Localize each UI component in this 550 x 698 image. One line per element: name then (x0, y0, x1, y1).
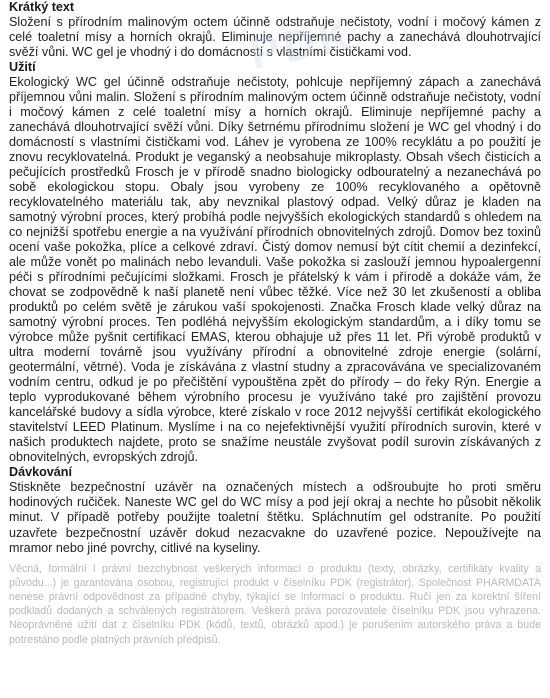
dosage-heading: Dávkování (9, 465, 72, 480)
legal-disclaimer: Věcná, formální i právní bezchybnost veškerých informací o produktu (texty, obrázky, certifikáty kvality a původu...) je garantována osobou, registrující produkt v číselníku PDK (registrátor). Společnost PHARMDATA nenese právní odpovědnost za případné chyby, týkající se informací o produktu. Ručí jen za korektní šíření podkladů dodaných a schválených registrátorem. Veškerá práva porozovatele číselníku PDK jsou vyhrazena. Neoprávněné užití dat z číselníku PDK (kódů, textů, obrázků apod.) je porušením autorského práva a bude potrestáno podle platných právních předpisů. (9, 562, 541, 646)
watermark-logo: PDK (245, 9, 359, 80)
short-text-heading: Krátký text (9, 0, 75, 14)
dosage-body: Stiskněte bezpečnostní uzávěr na označených místech a odšroubujte ho proti směru hodinových ručiček. Naneste WC gel do WC mísy a pod její okraj a nechte ho působit několik minut. V případě potřeby použijte toaletní štětku. Spláchnutím gel odstraníte. Po použití uzavřete bezpečnostní uzávěr dokud nezacvakne do uzavřené pozice. Nepoužívejte na mramor nebo jiné povrchy, citlivé na kyseliny. (9, 480, 541, 555)
usage-body: Ekologický WC gel účinně odstraňuje nečistoty, pohlcuje nepříjemný zápach a zanechává příjemnou vůni malin. Složení s přírodním malinovým octem účinně odstraňuje nečistoty, vodní i močový kámen z celé toaletní mísy a horních okrajů. Eliminuje nepříjemné pachy a zanechává dlouhotrvající svěží vůni. Díky šetrnému přírodnímu složení je WC gel vhodný i do domácností s vlastními čističkami vod. Láhev je vyrobena ze 100% recyklátu a po použití je znovu recyklovatelná. Produkt je veganský a neobsahuje mikroplasty. Obsah všech čisticích a pečujících prostředků Frosch je v přírodě snadno biologicky odbouratelný a nezanechává po sobě ekologickou stopu. Obaly jsou vyrobeny ze 100% recyklovaného a opětovně recyklovatelného materiálu tak, aby nevznikal plastový odpad. Velký důraz je kladen na samotný výrobní proces, který probíhá podle nejvyšších ekologických standardů s ohledem na co nejnižší spotřebu energie a na využívání přírodních obnovitelných zdrojů. Domov bez toxinů ocení vaše pokožka, plíce a celkové zdraví. Čistý domov nemusí být cítit chemií a dezinfekcí, ale může vonět po malinách nebo levanduli. Vaše pokožka si zaslouží jemnou hypoalergenní péči s přírodními pečujícími složkami. Frosch je přátelský k vám i přírodě a dokáže vám, že chovat se zodpovědně k naší planetě není vůbec těžké. Více než 30 let zkušeností a obliba produktů po celém světě je zárukou vaší spokojenosti. Značka Frosch klade velký důraz na samotný výrobní proces. Ten podléhá nejvyšším ekologickým standardům, a i díky tomu se výrobce může pyšnit certifikací EMAS, kterou obhajuje už přes 11 let. Při výrobě produktů v ultra moderní továrně jsou využívány přírodní a obnovitelné zdroje energie (solární, geotermální, větrné). Voda je získávána z vlastní studny a zpracovávána ve specializovaném vodním centru, odkud je po přečištění vypouštěna zpět do přírody – do řeky Rýn. Energie a teplo vyprodukované během výrobního procesu je využíváno také pro zajištění provozu kancelářské budovy a sídla výrobce, které získalo v roce 2012 nejvyšší certifikát ekologického stavitelství LEED Platinum. Myslíme i na co nejefektivnější využití přírodních surovin, které v našich produktech najdete, proto se snažíme neustále zvyšovat podíl surovin získávaných z obnovitelných, evropských zdrojů. (9, 75, 541, 465)
usage-heading: Užití (9, 60, 36, 75)
short-text-body: Složení s přírodním malinovým octem účinně odstraňuje nečistoty, vodní i močový kámen z celé toaletní mísy a horních okrajů. Eliminuje nepříjemné pachy a zanechává dlouhotrvající svěží vůni. WC gel je vhodný i do domácností s vlastními čističkami vod. (9, 15, 541, 60)
